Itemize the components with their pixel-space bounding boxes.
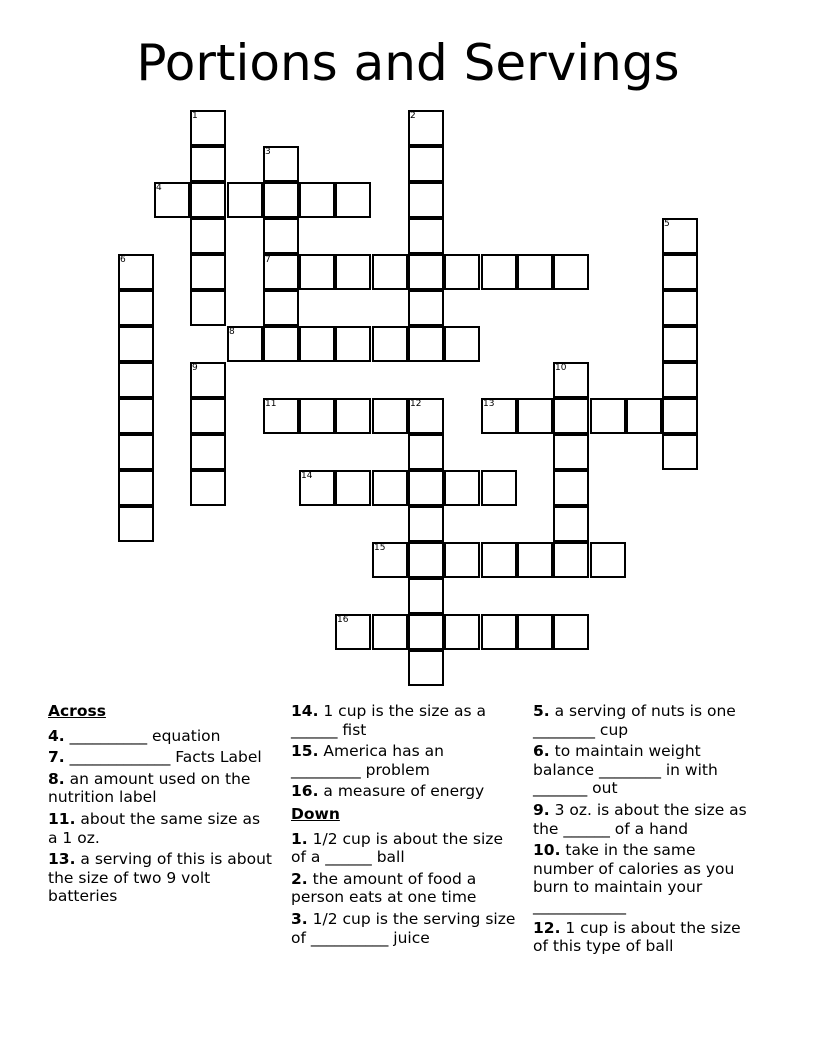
grid-cell[interactable] [372, 398, 408, 434]
clue-number-label: 3 [265, 147, 271, 157]
across-clue [48, 850, 273, 906]
clue-text: the amount of food a person eats at one time [291, 869, 477, 907]
grid-cell[interactable] [517, 254, 553, 290]
grid-cell[interactable] [190, 218, 226, 254]
down-clue [291, 870, 516, 907]
across-clue [291, 742, 516, 779]
clue-number: 3. [291, 909, 308, 928]
grid-cell[interactable] [118, 290, 154, 326]
across-clue [48, 727, 273, 746]
grid-cell[interactable] [372, 614, 408, 650]
grid-cell[interactable] [517, 398, 553, 434]
across-clue [291, 782, 516, 801]
clue-number: 1. [291, 829, 308, 848]
across-clue [291, 702, 516, 739]
grid-cell[interactable] [408, 578, 444, 614]
grid-cell[interactable] [118, 326, 154, 362]
clue-number: 8. [48, 769, 65, 788]
grid-cell[interactable] [263, 290, 299, 326]
clue-text: 1 cup is the size as a ______ fist [291, 702, 486, 739]
clue-number-label: 12 [410, 399, 422, 409]
clue-text: 3 oz. is about the size as the ______ of a hand [533, 800, 747, 838]
grid-cell[interactable] [408, 290, 444, 326]
grid-cell[interactable] [299, 182, 335, 218]
grid-cell[interactable] [335, 182, 371, 218]
down-heading: Down [291, 804, 340, 823]
clue-number-label: 7 [265, 255, 271, 265]
clue-number: 14. [291, 702, 319, 720]
grid-cell[interactable] [517, 542, 553, 578]
clue-text: a serving of nuts is one ________ cup [533, 702, 736, 739]
grid-cell[interactable] [408, 614, 444, 650]
clue-text: to maintain weight balance ________ in with _______ out [533, 742, 718, 798]
grid-cell[interactable] [553, 398, 589, 434]
grid-cell[interactable] [481, 614, 517, 650]
clue-text: 1/2 cup is the serving size of __________ juice [291, 909, 516, 947]
page-title: Portions and Servings [136, 34, 680, 92]
grid-cell[interactable] [263, 326, 299, 362]
clues-column-2 [291, 702, 516, 950]
grid-cell[interactable] [590, 542, 626, 578]
grid-cell[interactable] [662, 362, 698, 398]
grid-cell[interactable] [372, 326, 408, 362]
clue-number: 6. [533, 742, 550, 761]
clue-number: 15. [291, 742, 319, 761]
grid-cell[interactable] [408, 434, 444, 470]
grid-cell[interactable] [590, 398, 626, 434]
clue-number: 2. [291, 869, 308, 888]
grid-cell[interactable] [372, 254, 408, 290]
grid-cell[interactable] [335, 398, 371, 434]
clue-number-label: 2 [410, 111, 416, 121]
clue-number: 5. [533, 702, 550, 720]
grid-cell[interactable] [662, 398, 698, 434]
grid-cell[interactable] [263, 218, 299, 254]
across-heading: Across [48, 702, 106, 720]
grid-cell[interactable] [190, 398, 226, 434]
clue-text: take in the same number of calories as you burn to maintain your ____________ [533, 841, 735, 915]
grid-cell[interactable] [553, 470, 589, 506]
clue-text: _____________ Facts Label [64, 748, 262, 767]
clue-number-label: 16 [337, 615, 349, 625]
down-clue [533, 919, 758, 956]
grid-cell[interactable] [190, 182, 226, 218]
clue-number-label: 10 [555, 363, 567, 373]
grid-cell[interactable] [408, 326, 444, 362]
grid-cell[interactable] [408, 506, 444, 542]
across-clue [48, 770, 273, 807]
down-clue [533, 742, 758, 798]
grid-cell[interactable] [553, 434, 589, 470]
grid-cell[interactable] [299, 398, 335, 434]
grid-cell[interactable] [444, 254, 480, 290]
clue-number: 12. [533, 918, 561, 937]
down-clue [291, 830, 516, 867]
clue-text: America has an _________ problem [291, 742, 444, 779]
grid-cell[interactable] [227, 182, 263, 218]
grid-cell[interactable] [335, 326, 371, 362]
grid-cell[interactable] [263, 182, 299, 218]
grid-cell[interactable] [662, 326, 698, 362]
clue-number: 4. [48, 726, 65, 745]
clue-number-label: 4 [156, 183, 162, 193]
grid-cell[interactable] [444, 470, 480, 506]
grid-cell[interactable] [118, 434, 154, 470]
grid-cell[interactable] [553, 254, 589, 290]
grid-cell[interactable] [118, 470, 154, 506]
grid-cell[interactable] [335, 470, 371, 506]
grid-cell[interactable] [481, 470, 517, 506]
grid-cell[interactable] [662, 290, 698, 326]
clue-number-label: 11 [265, 399, 277, 409]
grid-cell[interactable] [517, 614, 553, 650]
grid-cell[interactable] [553, 506, 589, 542]
clue-number: 10. [533, 841, 561, 860]
grid-cell[interactable] [190, 290, 226, 326]
down-clue [533, 702, 758, 739]
clue-text: 1 cup is about the size of this type of ball [533, 918, 741, 956]
across-clue [48, 810, 273, 847]
grid-cell[interactable] [118, 398, 154, 434]
grid-cell[interactable] [118, 362, 154, 398]
clue-number-label: 6 [120, 255, 126, 265]
down-clue [533, 801, 758, 838]
grid-cell[interactable] [118, 506, 154, 542]
clue-text: __________ equation [64, 726, 221, 745]
grid-cell[interactable] [190, 146, 226, 182]
grid-cell[interactable] [481, 254, 517, 290]
grid-cell[interactable] [662, 434, 698, 470]
grid-cell[interactable] [190, 470, 226, 506]
grid-cell[interactable] [553, 614, 589, 650]
clue-number: 16. [291, 782, 319, 801]
clue-number-label: 14 [301, 471, 313, 481]
clue-number-label: 13 [483, 399, 495, 409]
clue-number-label: 9 [192, 363, 198, 373]
across-clue [48, 748, 273, 767]
grid-cell[interactable] [190, 434, 226, 470]
grid-cell[interactable] [408, 146, 444, 182]
grid-cell[interactable] [626, 398, 662, 434]
grid-cell[interactable] [408, 470, 444, 506]
clues-column-3 [533, 702, 758, 959]
grid-cell[interactable] [372, 470, 408, 506]
grid-cell[interactable] [190, 254, 226, 290]
clues-column-1 [48, 702, 273, 909]
grid-cell[interactable] [299, 254, 335, 290]
grid-cell[interactable] [408, 650, 444, 686]
grid-cell[interactable] [408, 254, 444, 290]
grid-cell[interactable] [481, 542, 517, 578]
grid-cell[interactable] [408, 542, 444, 578]
clue-text: a serving of this is about the size of two 9 volt batteries [48, 850, 272, 906]
clue-text: an amount used on the nutrition label [48, 769, 251, 807]
grid-cell[interactable] [553, 542, 589, 578]
grid-cell[interactable] [408, 182, 444, 218]
clue-number-label: 8 [229, 327, 235, 337]
grid-cell[interactable] [408, 218, 444, 254]
grid-cell[interactable] [444, 542, 480, 578]
clue-text: about the same size as a 1 oz. [48, 809, 261, 847]
grid-cell[interactable] [444, 614, 480, 650]
clue-number-label: 5 [664, 219, 670, 229]
grid-cell[interactable] [444, 326, 480, 362]
clue-number: 13. [48, 850, 76, 869]
clue-text: a measure of energy [318, 782, 485, 801]
clue-text: 1/2 cup is about the size of a ______ ball [291, 829, 503, 867]
grid-cell[interactable] [662, 254, 698, 290]
clue-number-label: 15 [374, 543, 386, 553]
down-clue [291, 910, 516, 947]
clue-number-label: 1 [192, 111, 198, 121]
down-clue [533, 841, 758, 915]
clue-number: 9. [533, 800, 550, 819]
clue-number: 7. [48, 748, 65, 767]
clue-number: 11. [48, 809, 76, 828]
grid-cell[interactable] [299, 326, 335, 362]
grid-cell[interactable] [335, 254, 371, 290]
